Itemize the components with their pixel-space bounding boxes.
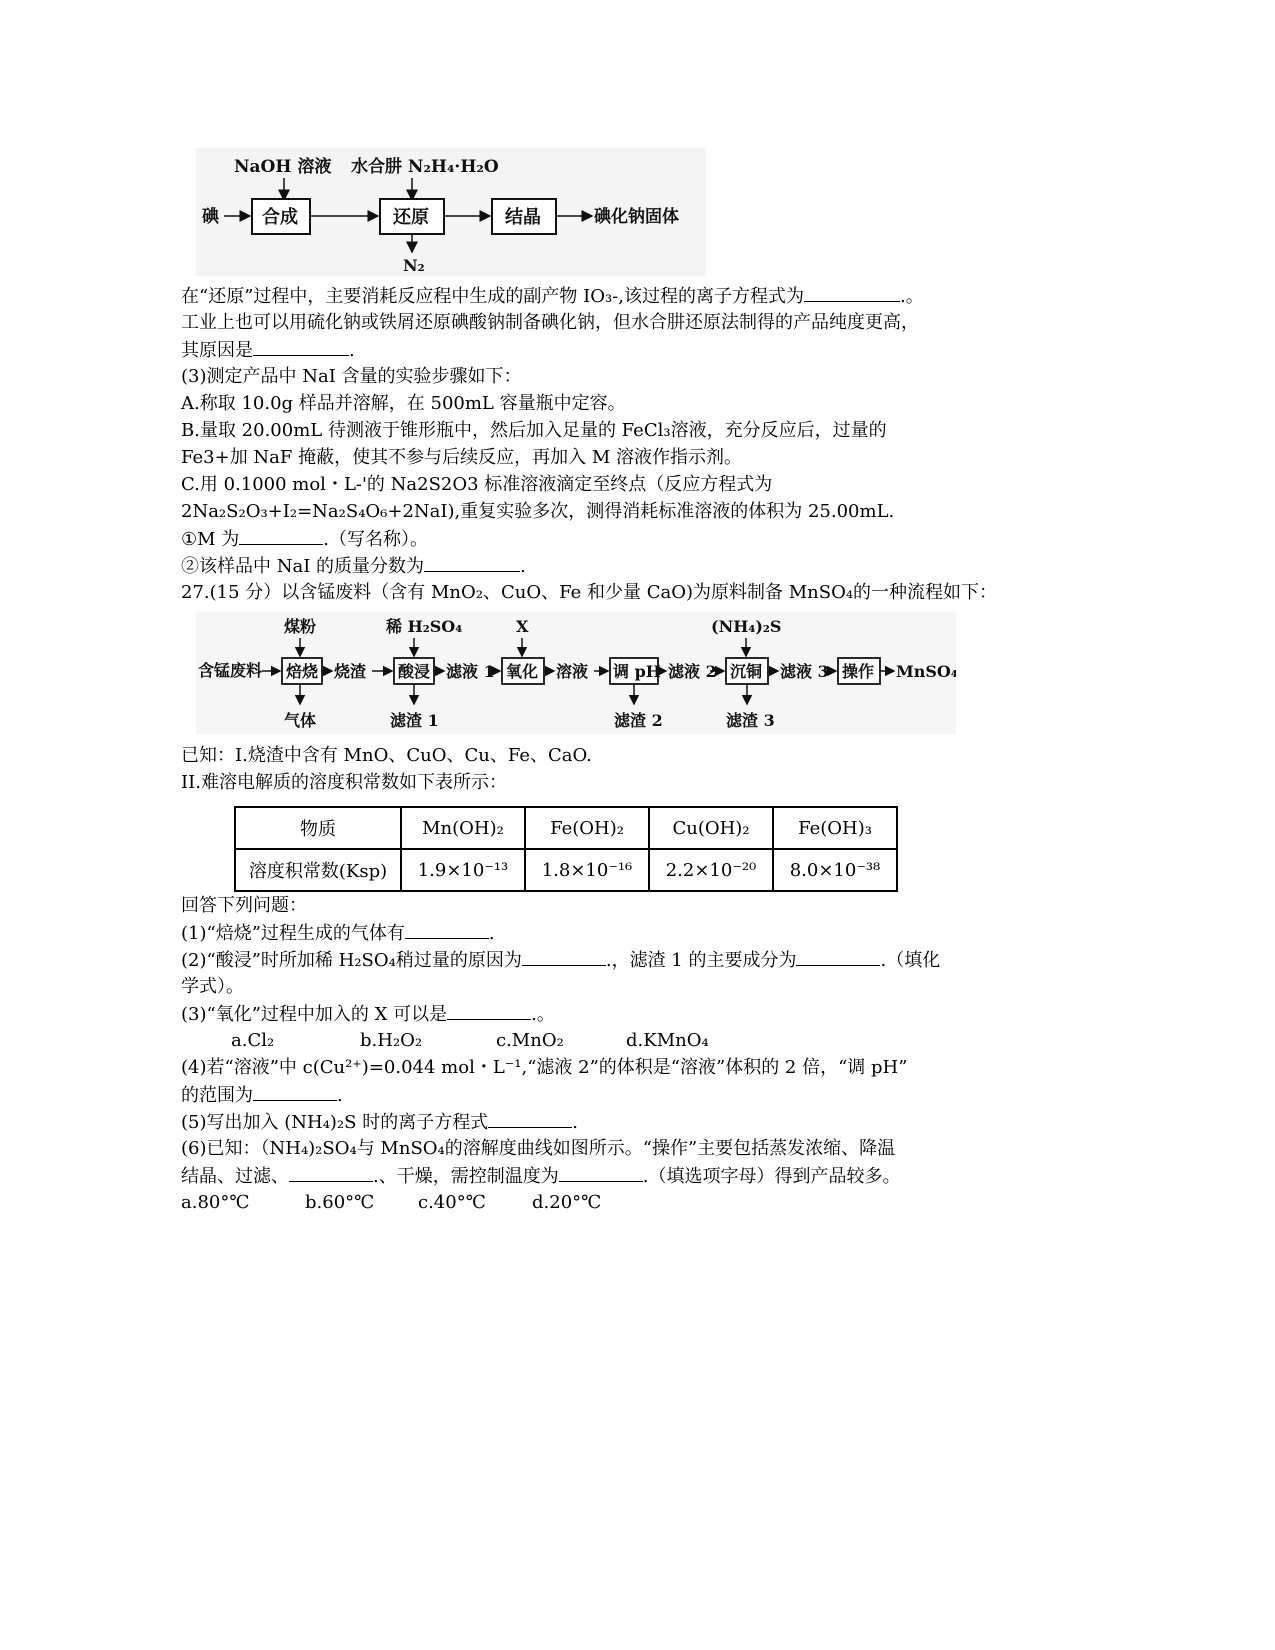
qs-head: 回答下列问题： <box>181 895 307 916</box>
flow2-top2: 稀 H₂SO₄ <box>386 617 463 636</box>
answer-blank-7[interactable] <box>796 947 880 966</box>
answer-blank-1[interactable] <box>804 283 900 302</box>
flow2-s6: 操作 <box>842 662 875 681</box>
table-cell: 8.0×10⁻³⁸ <box>773 849 897 891</box>
flow1-step3: 结晶 <box>505 207 541 228</box>
flow2-top3: X <box>516 617 529 636</box>
p3-step-b2: Fe3+加 NaF 掩蔽，使其不参与后续反应，再加入 M 溶液作指示剂。 <box>181 447 742 468</box>
q6-option-d[interactable]: d.20°℃ <box>532 1192 602 1213</box>
flow1-output: 碘化钠固体 <box>594 207 679 227</box>
table-cell: 1.9×10⁻¹³ <box>401 849 525 891</box>
q3-option-c[interactable]: c.MnO₂ <box>496 1030 564 1051</box>
flow2-top1: 煤粉 <box>284 617 317 636</box>
known-line2: II.难溶电解质的溶度积常数如下表所示： <box>181 772 507 793</box>
flow2-i1: 烧渣 <box>334 662 367 681</box>
ksp-table <box>234 806 898 892</box>
table-row <box>235 807 897 849</box>
flow2-s4: 调 pH <box>613 662 661 681</box>
p3-step-c2: 2Na₂S₂O₃+I₂=Na₂S₄O₆+2NaI),重复实验多次，测得消耗标准溶液的体积为 25.00mL. <box>181 501 895 522</box>
table-cell: Fe(OH)₃ <box>773 807 897 849</box>
answer-blank-4[interactable] <box>424 553 520 572</box>
q1-line: (1)“焙烧”过程生成的气体有 . <box>181 920 495 947</box>
flow2-i2: 滤液 1 <box>446 662 495 681</box>
flow2-s3: 氧化 <box>506 662 539 681</box>
q2-line: (2)“酸浸”时所加稀 H₂SO₄稍过量的原因为 .，滤渣 1 的主要成分为 .（填化 <box>181 947 940 974</box>
q4-line2: 的范围为 . <box>181 1082 343 1109</box>
flow1-step2: 还原 <box>393 207 429 228</box>
table-cell: Fe(OH)₂ <box>525 807 649 849</box>
p1-line2: 工业上也可以用硫化钠或铁屑还原碘酸钠制备碘化钠，但水合肼还原法制得的产品纯度更高， <box>181 312 919 333</box>
q3-line: (3)“氧化”过程中加入的 X 可以是 .。 <box>181 1001 555 1028</box>
table-cell: Mn(OH)₂ <box>401 807 525 849</box>
flow2-bot2: 滤渣 1 <box>390 711 439 730</box>
flow1-reagent1: NaOH 溶液 <box>234 157 332 177</box>
p3-step-a: A.称取 10.0g 样品并溶解，在 500mL 容量瓶中定容。 <box>181 393 626 414</box>
q5-line: (5)写出加入 (NH₄)₂S 时的离子方程式 . <box>181 1109 578 1136</box>
answer-blank-8[interactable] <box>447 1001 531 1020</box>
p1-line3: 其原因是 . <box>181 337 355 364</box>
flow1-step1: 合成 <box>262 207 298 228</box>
p3-step-c1: C.用 0.1000 mol・L-'的 Na2S2O3 标准溶液滴定至终点（反应方程式为 <box>181 474 773 495</box>
q3-option-d[interactable]: d.KMnO₄ <box>626 1030 709 1051</box>
q6-option-c[interactable]: c.40°℃ <box>418 1192 486 1213</box>
known-line1: 已知：I.烧渣中含有 MnO、CuO、Cu、Fe、CaO. <box>181 745 592 766</box>
answer-blank-10[interactable] <box>488 1109 572 1128</box>
table-cell: 溶度积常数(Ksp) <box>235 849 401 891</box>
flow1-reagent2: 水合肼 N₂H₄·H₂O <box>351 157 499 177</box>
table-cell: 物质 <box>235 807 401 849</box>
flow2-s1: 焙烧 <box>286 662 319 681</box>
q2-line2: 学式）。 <box>181 976 244 997</box>
flowchart-nai <box>196 148 706 276</box>
flowchart-mnso4 <box>196 612 956 734</box>
answer-blank-2[interactable] <box>253 337 349 356</box>
answer-blank-6[interactable] <box>522 947 606 966</box>
flow2-top4: (NH₄)₂S <box>711 617 782 636</box>
table-cell: Cu(OH)₂ <box>649 807 773 849</box>
answer-blank-11[interactable] <box>289 1163 373 1182</box>
flow2-bot4: 滤渣 3 <box>726 711 775 730</box>
flow2-i5: 滤液 3 <box>780 662 829 681</box>
p3-q1: ①M 为 .（写名称）。 <box>181 526 428 553</box>
flow2-s5: 沉铜 <box>730 662 763 681</box>
q6-option-a[interactable]: a.80°℃ <box>181 1192 250 1213</box>
p3-head: (3)测定产品中 NaI 含量的实验步骤如下： <box>181 366 522 387</box>
flow1-input: 碘 <box>202 207 219 227</box>
answer-blank-3[interactable] <box>239 526 323 545</box>
flow2-i4: 滤液 2 <box>668 662 717 681</box>
table-row <box>235 849 897 891</box>
q6-line1: (6)已知：（NH₄)₂SO₄与 MnSO₄的溶解度曲线如图所示。“操作”主要包括蒸发浓缩、降温 <box>181 1138 896 1159</box>
q3-option-a[interactable]: a.Cl₂ <box>231 1030 275 1051</box>
p1-line1: 在“还原”过程中，主要消耗反应程中生成的副产物 IO₃-,该过程的离子方程式为 .。 <box>181 283 924 310</box>
p3-q2: ②该样品中 NaI 的质量分数为 . <box>181 553 526 580</box>
answer-blank-5[interactable] <box>405 920 489 939</box>
answer-blank-9[interactable] <box>253 1082 337 1101</box>
table-cell: 1.8×10⁻¹⁶ <box>525 849 649 891</box>
q6-option-b[interactable]: b.60°℃ <box>305 1192 375 1213</box>
q27-head: 27.(15 分）以含锰废料（含有 MnO₂、CuO、Fe 和少量 CaO)为原料制备 MnSO₄的一种流程如下： <box>181 582 998 603</box>
flow2-i3: 溶液 <box>556 662 589 681</box>
flow1-byproduct: N₂ <box>403 256 425 275</box>
p3-step-b1: B.量取 20.00mL 待测液于锥形瓶中，然后加入足量的 FeCl₃溶液，充分反应后，过量的 <box>181 420 887 441</box>
flow2-s2: 酸浸 <box>398 662 431 681</box>
answer-blank-12[interactable] <box>559 1163 643 1182</box>
q3-option-b[interactable]: b.H₂O₂ <box>360 1030 423 1051</box>
flow2-input: 含锰废料 <box>198 661 263 680</box>
q6-line2: 结晶、过滤、 .、干燥，需控制温度为 .（填选项字母）得到产品较多。 <box>181 1163 900 1190</box>
flow2-output: MnSO₄ <box>896 662 956 681</box>
flow2-bot1: 气体 <box>284 711 317 730</box>
q4-line1: (4)若“溶液”中 c(Cu²⁺)=0.044 mol・L⁻¹,“滤液 2”的体积是“溶液”体积的 2 倍，“调 pH” <box>181 1057 908 1078</box>
flow2-bot3: 滤渣 2 <box>614 711 663 730</box>
table-cell: 2.2×10⁻²⁰ <box>649 849 773 891</box>
